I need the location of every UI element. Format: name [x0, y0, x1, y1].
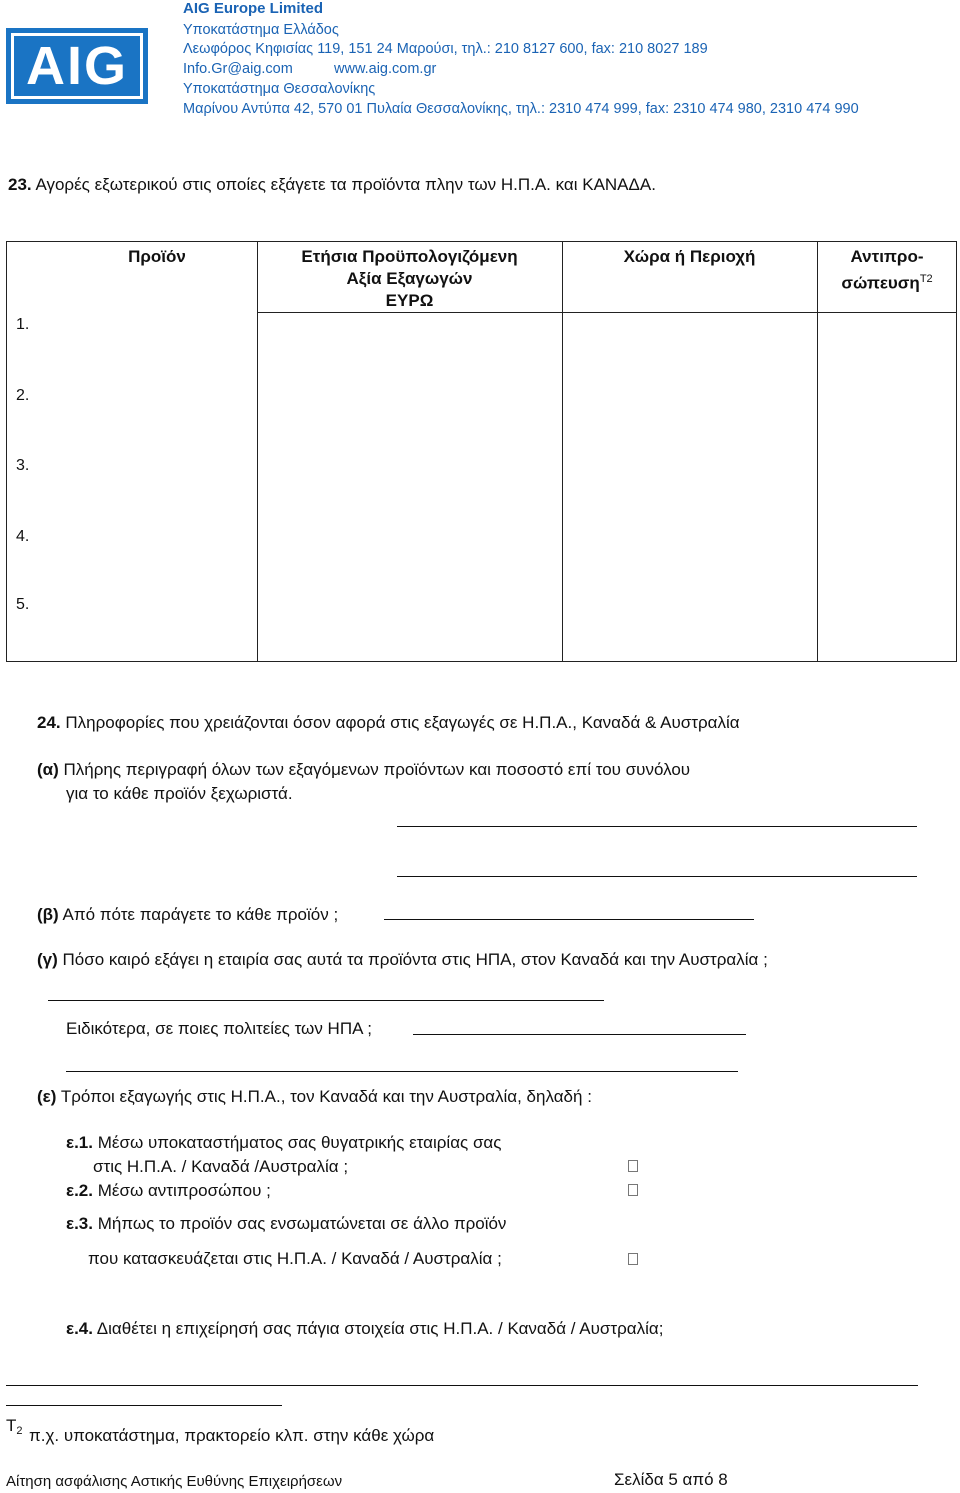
footnote-text: π.χ. υποκατάστημα, πρακτορείο κλπ. στην κάθε χώρα [29, 1426, 435, 1445]
header-annual-value-line3: ΕΥΡΩ [385, 291, 434, 310]
checkbox-e1[interactable] [628, 1160, 638, 1172]
q24e3-text-line1: Μήπως το προϊόν σας ενσωματώνεται σε άλλο προϊόν [97, 1214, 507, 1233]
header-annual-value-line1: Ετήσια Προϋπολογιζόμενη [301, 247, 518, 266]
website-link[interactable]: www.aig.com.gr [334, 61, 437, 77]
q24e1-text-line2: στις Η.Π.Α. / Καναδά /Αυστραλία ; [93, 1157, 349, 1176]
question-24 [37, 713, 740, 733]
aig-logo [6, 28, 148, 104]
answer-line-a2[interactable] [397, 876, 917, 877]
q24e-label: (ε) [37, 1087, 57, 1106]
branch2-address: Μαρίνου Αντύπα 42, 570 01 Πυλαία Θεσσαλονίκης, τηλ.: 2310 474 999, fax: 2310 474 980, 2310 474 990 [183, 101, 859, 117]
q24e3 [66, 1214, 506, 1234]
email-link[interactable]: Info.Gr@aig.com [183, 61, 293, 77]
logo-text: AIG [25, 36, 128, 96]
checkbox-e2[interactable] [628, 1184, 638, 1196]
q24a-label: (α) [37, 760, 59, 779]
header-rep-line1: Αντιπρο- [850, 247, 924, 266]
q24e4 [66, 1319, 663, 1339]
answer-line-b[interactable] [384, 919, 754, 920]
header-rep-line2: σώπευση [841, 273, 920, 293]
q24e4-text: Διαθέτει η επιχείρησή σας πάγια στοιχεία στις Η.Π.Α. / Καναδά / Αυστραλία; [96, 1319, 664, 1338]
footnote-separator [6, 1405, 282, 1406]
q24a-text-line1: Πλήρης περιγραφή όλων των εξαγόμενων προϊόντων και ποσοστό επί του συνόλου [63, 760, 691, 779]
footnote-mark [6, 1416, 23, 1437]
q24e3-text-line2: που κατασκευάζεται στις Η.Π.Α. / Καναδά / Αυστραλία ; [88, 1249, 502, 1268]
q24e2-label: ε.2. [66, 1181, 93, 1200]
question-23-number: 23. [8, 175, 32, 194]
answer-line-c2[interactable] [413, 1034, 746, 1035]
header-rep-sup: Τ2 [919, 273, 933, 285]
q24e3-label: ε.3. [66, 1214, 93, 1233]
checkbox-e3[interactable] [628, 1253, 638, 1265]
question-24-number: 24. [37, 713, 61, 732]
question-24-text: Πληροφορίες που χρειάζονται όσον αφορά στις εξαγωγές σε Η.Π.Α., Καναδά & Αυστραλία [65, 713, 740, 732]
header-country: Χώρα ή Περιοχή [623, 247, 756, 266]
footnote-mark-sub: 2 [16, 1425, 23, 1437]
header-annual-value-line2: Αξία Εξαγωγών [346, 269, 473, 288]
answer-line-c1[interactable] [48, 1000, 604, 1001]
q24a [37, 760, 690, 780]
question-23 [8, 175, 656, 195]
branch1-address: Λεωφόρος Κηφισίας 119, 151 24 Μαρούσι, τηλ.: 210 8127 600, fax: 210 8027 189 [183, 41, 708, 57]
q24a-text-line2: για το κάθε προϊόν ξεχωριστά. [66, 784, 293, 803]
row-number: 5. [16, 596, 30, 613]
q24c [37, 950, 768, 970]
company-name: AIG Europe Limited [183, 0, 324, 17]
row-number: 1. [16, 316, 30, 333]
header-product: Προϊόν [128, 247, 186, 266]
row-number: 4. [16, 528, 30, 545]
q24b [37, 905, 338, 925]
row-number: 2. [16, 387, 30, 404]
q24e4-label: ε.4. [66, 1319, 93, 1338]
q24e1-label: ε.1. [66, 1133, 93, 1152]
question-23-text: Αγορές εξωτερικού στις οποίες εξάγετε τα προϊόντα πλην των Η.Π.Α. και ΚΑΝΑΔΑ. [35, 175, 656, 194]
q24e2-text: Μέσω αντιπροσώπου ; [97, 1181, 271, 1200]
answer-line-e4[interactable] [6, 1385, 918, 1386]
header-representation [817, 246, 957, 295]
q24e1-text-line1: Μέσω υποκαταστήματος σας θυγατρικής εταιρίας σας [97, 1133, 502, 1152]
branch2-name: Υποκατάστημα Θεσσαλονίκης [183, 81, 376, 97]
row-number: 3. [16, 457, 30, 474]
answer-line-a1[interactable] [397, 826, 917, 827]
q24b-text: Από πότε παράγετε το κάθε προϊόν ; [62, 905, 339, 924]
footnote-mark-letter: Τ [6, 1416, 17, 1435]
branch1-name: Υποκατάστημα Ελλάδος [183, 22, 339, 38]
footer-title: Αίτηση ασφάλισης Αστικής Ευθύνης Επιχειρήσεων [6, 1473, 343, 1490]
q24e1 [66, 1133, 501, 1153]
q24e2 [66, 1181, 271, 1201]
q24e [37, 1087, 592, 1107]
header-annual-value [257, 246, 562, 312]
footer-page: Σελίδα 5 από 8 [614, 1470, 728, 1489]
q24c-text: Πόσο καιρό εξάγει η εταιρία σας αυτά τα προϊόντα στις ΗΠΑ, στον Καναδά και την Αυστραλία ; [62, 950, 768, 969]
q24c-label: (γ) [37, 950, 58, 969]
q24b-label: (β) [37, 905, 59, 924]
q24e-text: Τρόποι εξαγωγής στις Η.Π.Α., τον Καναδά και την Αυστραλία, δηλαδή : [60, 1087, 592, 1106]
q24c-specific: Ειδικότερα, σε ποιες πολιτείες των ΗΠΑ ; [66, 1019, 372, 1038]
answer-line-c3[interactable] [66, 1071, 738, 1072]
export-markets-table [6, 241, 957, 662]
